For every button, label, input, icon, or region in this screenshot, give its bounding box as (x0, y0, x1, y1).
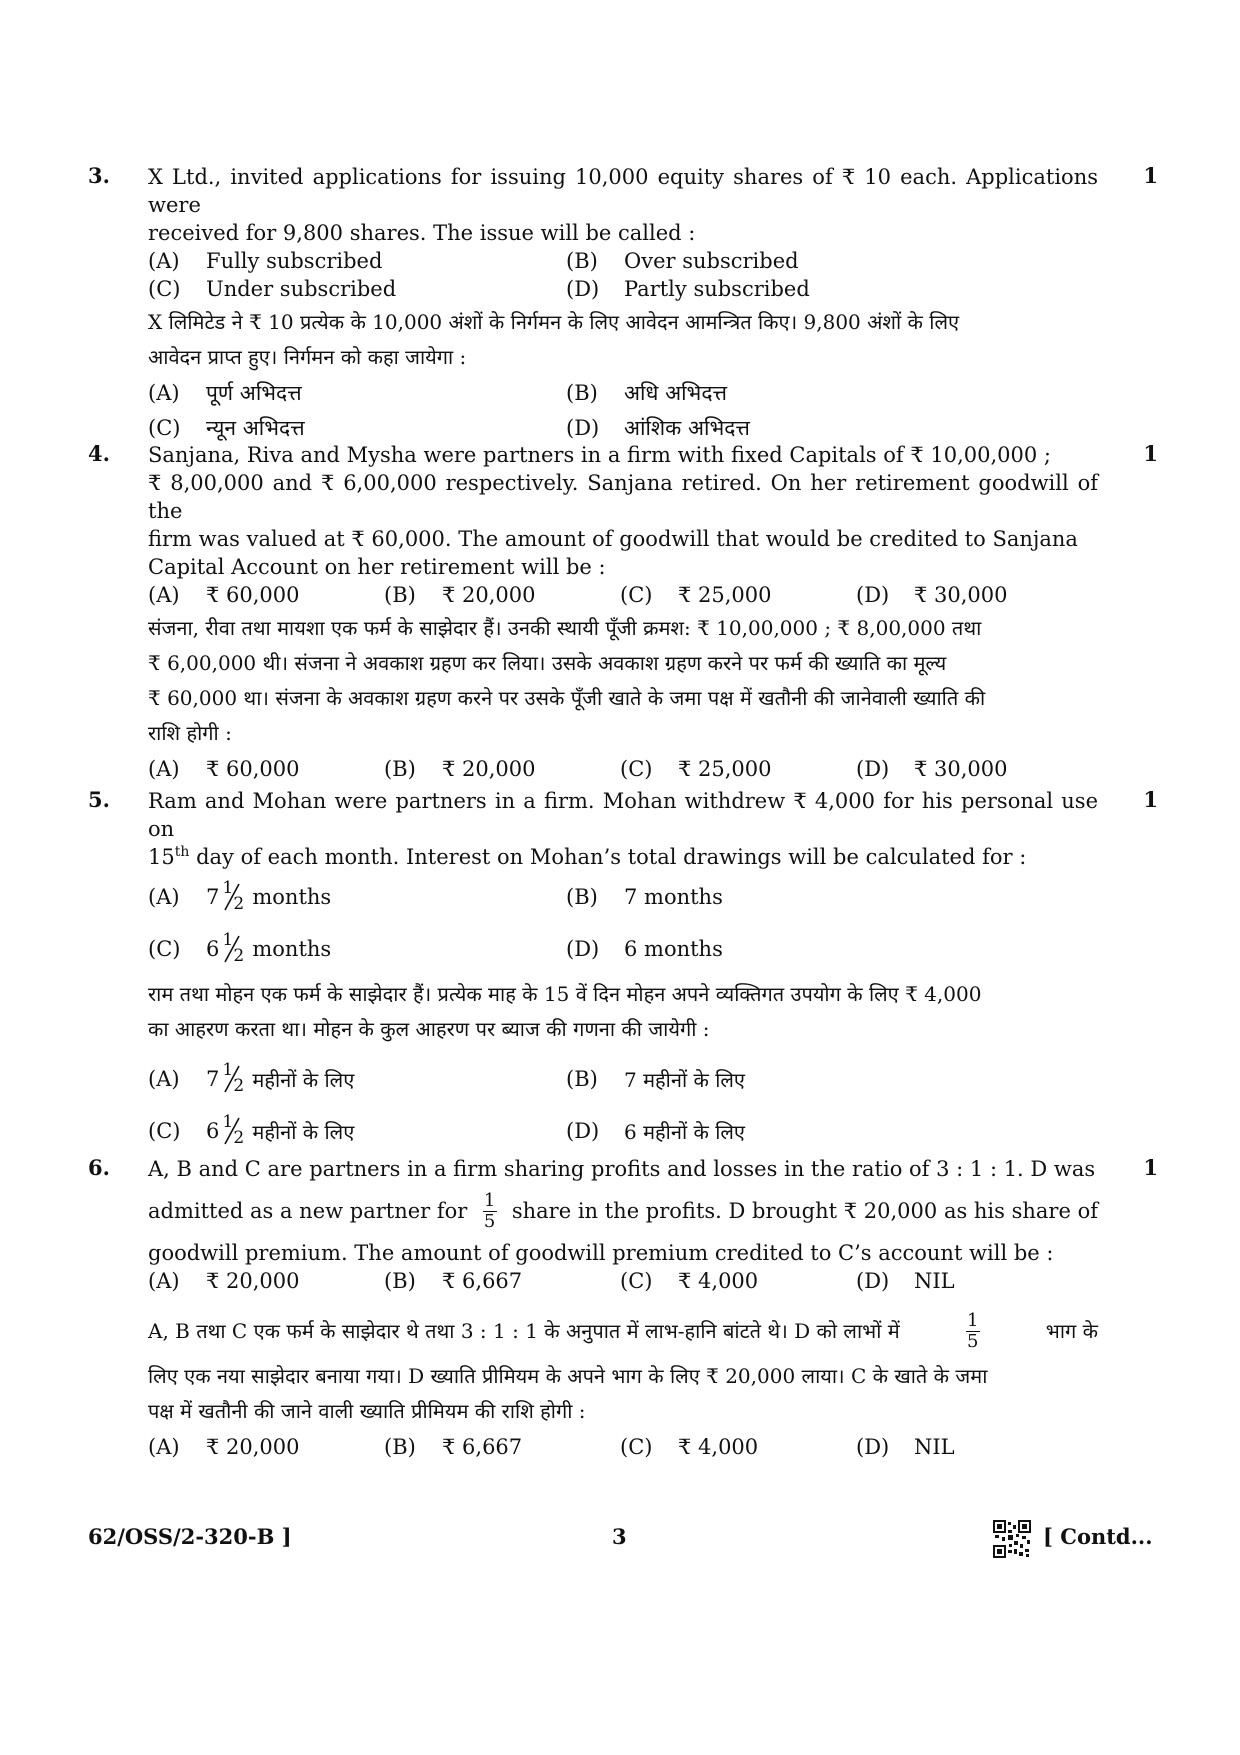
question-marks: 1 (1143, 787, 1158, 812)
text-line: ₹ 60,000 था। संजना के अवकाश ग्रहण करने पर उसके पूँजी खाते के जमा पक्ष में खतौनी की जानेवाली ख्याति की (148, 686, 986, 710)
option-a (148, 1053, 566, 1105)
option-label: (A) (148, 1067, 180, 1091)
qr-code-icon (993, 1520, 1031, 1558)
option-c (620, 751, 856, 786)
fraction-whole: 6 (206, 937, 220, 961)
option-text: months (252, 885, 332, 909)
option-text: ₹ 25,000 (678, 583, 772, 607)
option-text: NIL (914, 1434, 955, 1459)
fraction-whole: 6 (206, 1119, 220, 1143)
text-line: firm was valued at ₹ 60,000. The amount of goodwill that would be credited to Sanjana (148, 527, 1078, 551)
slash-fraction (220, 878, 245, 914)
option-label: (A) (148, 885, 180, 909)
option-label: (D) (856, 756, 890, 781)
option-label: (B) (384, 1434, 416, 1459)
option-label: (C) (148, 1119, 181, 1143)
option-text: महीनों के लिए (252, 1067, 355, 1092)
option-label: (C) (148, 277, 181, 301)
text-line: का आहरण करता था। मोहन के कुल आहरण पर ब्याज की गणना की जायेगी : (148, 1017, 710, 1041)
option-text: ₹ 25,000 (678, 756, 772, 781)
text-line (148, 843, 1098, 871)
question-text-hi (148, 1303, 1098, 1429)
option-b (566, 1053, 986, 1105)
option-label: (A) (148, 249, 180, 273)
option-text: ₹ 20,000 (206, 1269, 300, 1293)
text-part: 15 (148, 845, 175, 869)
question-marks: 1 (1143, 163, 1158, 188)
fraction-numerator: 1 (222, 1060, 234, 1080)
option-label: (C) (620, 1269, 653, 1293)
fraction-numerator: 1 (967, 1309, 979, 1331)
option-d (856, 751, 1092, 786)
question-4 (88, 441, 1158, 781)
options-hi (148, 1429, 1098, 1464)
options-en (148, 581, 1098, 609)
text-part: admitted as a new partner for (148, 1199, 468, 1223)
option-text: Under subscribed (206, 277, 397, 301)
text-line: पक्ष में खतौनी की जाने वाली ख्याति प्रीमियम की राशि होगी : (148, 1399, 586, 1423)
option-text: अधि अभिदत्त (624, 380, 727, 405)
option-c (148, 1105, 566, 1157)
option-a (148, 751, 384, 786)
option-label: (C) (620, 1434, 653, 1459)
slash-fraction (220, 1060, 245, 1096)
page-number: 3 (612, 1524, 627, 1549)
option-text: ₹ 6,667 (442, 1434, 523, 1459)
options-hi (148, 1053, 1098, 1157)
option-label: (B) (384, 1269, 416, 1293)
options-hi (148, 751, 1098, 786)
fraction-denominator: 2 (233, 1128, 245, 1148)
option-text: ₹ 20,000 (442, 583, 536, 607)
option-label: (D) (856, 583, 890, 607)
text-part: day of each month. Interest on Mohan’s total drawings will be calculated for : (189, 845, 1027, 869)
option-text: महीनों के लिए (252, 1119, 355, 1144)
option-label: (D) (566, 1119, 600, 1143)
option-label: (B) (566, 885, 598, 909)
option-text: NIL (914, 1269, 955, 1293)
mixed-fraction (206, 930, 245, 966)
text-line: X Ltd., invited applications for issuing 10,000 equity shares of ₹ 10 each. Applications were (148, 165, 1098, 217)
option-label: (B) (566, 249, 598, 273)
options-en (148, 247, 1098, 303)
mixed-fraction (206, 1060, 245, 1096)
fraction-denominator: 2 (233, 894, 245, 914)
question-text-en (148, 163, 1098, 247)
option-text: ₹ 60,000 (206, 756, 300, 781)
question-5 (88, 787, 1158, 1148)
option-label: (C) (148, 415, 181, 440)
option-b (566, 375, 986, 410)
fraction-denominator: 5 (483, 1210, 496, 1232)
text-line: ₹ 6,00,000 थी। संजना ने अवकाश ग्रहण कर लिया। उसके अवकाश ग्रहण करने पर फर्म की ख्याति का मूल्य (148, 651, 947, 675)
option-text: आंशिक अभिदत्त (624, 415, 750, 440)
option-b (384, 581, 620, 609)
option-b (384, 1429, 620, 1464)
option-text: ₹ 4,000 (678, 1434, 759, 1459)
slash-fraction (220, 1112, 245, 1148)
option-label: (D) (566, 937, 600, 961)
option-text: ₹ 60,000 (206, 583, 300, 607)
question-3 (88, 163, 1158, 440)
text-line: A, B and C are partners in a firm sharing profits and losses in the ratio of 3 : 1 : 1. D was (148, 1157, 1096, 1181)
text-line: Sanjana, Riva and Mysha were partners in a firm with fixed Capitals of ₹ 10,00,000 ; (148, 443, 1051, 467)
question-6 (88, 1155, 1158, 1495)
option-d (566, 275, 986, 303)
option-text: ₹ 4,000 (678, 1269, 759, 1293)
question-marks: 1 (1143, 1155, 1158, 1180)
question-marks: 1 (1143, 441, 1158, 466)
option-label: (D) (856, 1434, 890, 1459)
option-text: 7 months (624, 885, 723, 909)
option-text: ₹ 30,000 (914, 583, 1008, 607)
option-text: Fully subscribed (206, 249, 383, 273)
option-text: ₹ 20,000 (442, 756, 536, 781)
question-text-hi (148, 611, 1098, 751)
option-a (148, 871, 566, 923)
question-number: 5. (88, 787, 110, 812)
option-label: (D) (856, 1269, 890, 1293)
option-label: (B) (566, 380, 598, 405)
text-line: Capital Account on her retirement will be : (148, 555, 606, 579)
text-line: राशि होगी : (148, 721, 232, 745)
option-label: (C) (620, 583, 653, 607)
options-en (148, 1267, 1098, 1295)
option-a (148, 247, 566, 275)
continued-label: [ Contd... (1043, 1524, 1153, 1549)
option-b (384, 1267, 620, 1295)
option-d (566, 923, 986, 975)
option-c (620, 581, 856, 609)
option-text: 6 months (624, 937, 723, 961)
text-line: संजना, रीवा तथा मायशा एक फर्म के साझेदार हैं। उनकी स्थायी पूँजी क्रमश: ₹ 10,00,000 ; ₹ 8,00,000 तथा (148, 616, 982, 640)
option-d (856, 1267, 1092, 1295)
fraction-denominator: 2 (233, 946, 245, 966)
fraction-numerator: 1 (222, 878, 234, 898)
option-label: (D) (566, 415, 600, 440)
text-part: share in the profits. D brought ₹ 20,000 as his share of (511, 1199, 1098, 1223)
option-text: 7 महीनों के लिए (624, 1067, 745, 1092)
text-line: लिए एक नया साझेदार बनाया गया। D ख्याति प्रीमियम के अपने भाग के लिए ₹ 20,000 लाया। C के खाते के जमा (148, 1364, 988, 1388)
paper-code: 62/OSS/2-320-B ] (88, 1524, 292, 1549)
fraction-whole: 7 (206, 885, 220, 909)
option-d (566, 410, 986, 445)
option-label: (C) (620, 756, 653, 781)
option-text: ₹ 20,000 (206, 1434, 300, 1459)
question-number: 4. (88, 441, 110, 466)
slash-fraction (220, 930, 245, 966)
text-line: Ram and Mohan were partners in a firm. Mohan withdrew ₹ 4,000 for his personal use on (148, 789, 1098, 841)
option-a (148, 375, 566, 410)
option-label: (A) (148, 583, 180, 607)
option-c (148, 275, 566, 303)
option-b (566, 247, 986, 275)
fraction-numerator: 1 (222, 1112, 234, 1132)
option-label: (D) (566, 277, 600, 301)
option-b (566, 871, 986, 923)
question-text-en (148, 787, 1098, 871)
option-b (384, 751, 620, 786)
option-d (856, 581, 1092, 609)
mixed-fraction (206, 878, 245, 914)
option-text: पूर्ण अभिदत्त (206, 380, 302, 405)
option-text: Over subscribed (624, 249, 799, 273)
option-a (148, 1429, 384, 1464)
option-label: (A) (148, 380, 180, 405)
text-line: goodwill premium. The amount of goodwill premium credited to C’s account will be : (148, 1241, 1054, 1265)
question-text-hi (148, 305, 1098, 375)
text-part: भाग के (1045, 1318, 1098, 1343)
option-text: months (252, 937, 332, 961)
option-label: (B) (384, 756, 416, 781)
fraction (966, 1311, 980, 1352)
mixed-fraction (206, 1112, 245, 1148)
option-d (566, 1105, 986, 1157)
text-line: आवेदन प्राप्त हुए। निर्गमन को कहा जायेगा : (148, 345, 467, 369)
option-c (148, 410, 566, 445)
text-line: received for 9,800 shares. The issue will be called : (148, 221, 696, 245)
text-part: A, B तथा C एक फर्म के साझेदार थे तथा 3 : 1 : 1 के अनुपात में लाभ-हानि बांटते थे। D को लाभों में (148, 1318, 900, 1343)
text-line (148, 1303, 1098, 1359)
text-line: ₹ 8,00,000 and ₹ 6,00,000 respectively. Sanjana retired. On her retirement goodwill of the (148, 471, 1098, 523)
text-line: राम तथा मोहन एक फर्म के साझेदार हैं। प्रत्येक माह के 15 वें दिन मोहन अपने व्यक्तिगत उपयोग के लिए ₹ 4,000 (148, 982, 982, 1006)
options-en (148, 871, 1098, 975)
fraction-numerator: 1 (483, 1189, 496, 1211)
option-text: ₹ 6,667 (442, 1269, 523, 1293)
question-text-hi (148, 977, 1098, 1047)
option-d (856, 1429, 1092, 1464)
option-a (148, 1267, 384, 1295)
question-number: 3. (88, 163, 110, 188)
option-c (148, 923, 566, 975)
fraction-numerator: 1 (222, 930, 234, 950)
question-text-en (148, 1155, 1098, 1267)
question-text-en (148, 441, 1098, 581)
option-label: (B) (566, 1067, 598, 1091)
fraction-denominator: 5 (967, 1330, 979, 1352)
option-label: (B) (384, 583, 416, 607)
fraction-denominator: 2 (233, 1076, 245, 1096)
option-label: (A) (148, 1434, 180, 1459)
fraction-whole: 7 (206, 1067, 220, 1091)
option-label: (A) (148, 756, 180, 781)
superscript: th (174, 844, 190, 860)
option-c (620, 1267, 856, 1295)
fraction (483, 1191, 497, 1232)
option-text: ₹ 30,000 (914, 756, 1008, 781)
option-text: 6 महीनों के लिए (624, 1119, 745, 1144)
option-a (148, 581, 384, 609)
option-text: Partly subscribed (624, 277, 810, 301)
option-text: न्यून अभिदत्त (206, 415, 305, 440)
question-number: 6. (88, 1155, 110, 1180)
option-label: (C) (148, 937, 181, 961)
options-hi (148, 375, 1098, 445)
option-label: (A) (148, 1269, 180, 1293)
option-c (620, 1429, 856, 1464)
text-line: X लिमिटेड ने ₹ 10 प्रत्येक के 10,000 अंशों के निर्गमन के लिए आवेदन आमन्त्रित किए। 9,800 अंशों के लिए (148, 310, 960, 334)
text-line (148, 1183, 1098, 1239)
